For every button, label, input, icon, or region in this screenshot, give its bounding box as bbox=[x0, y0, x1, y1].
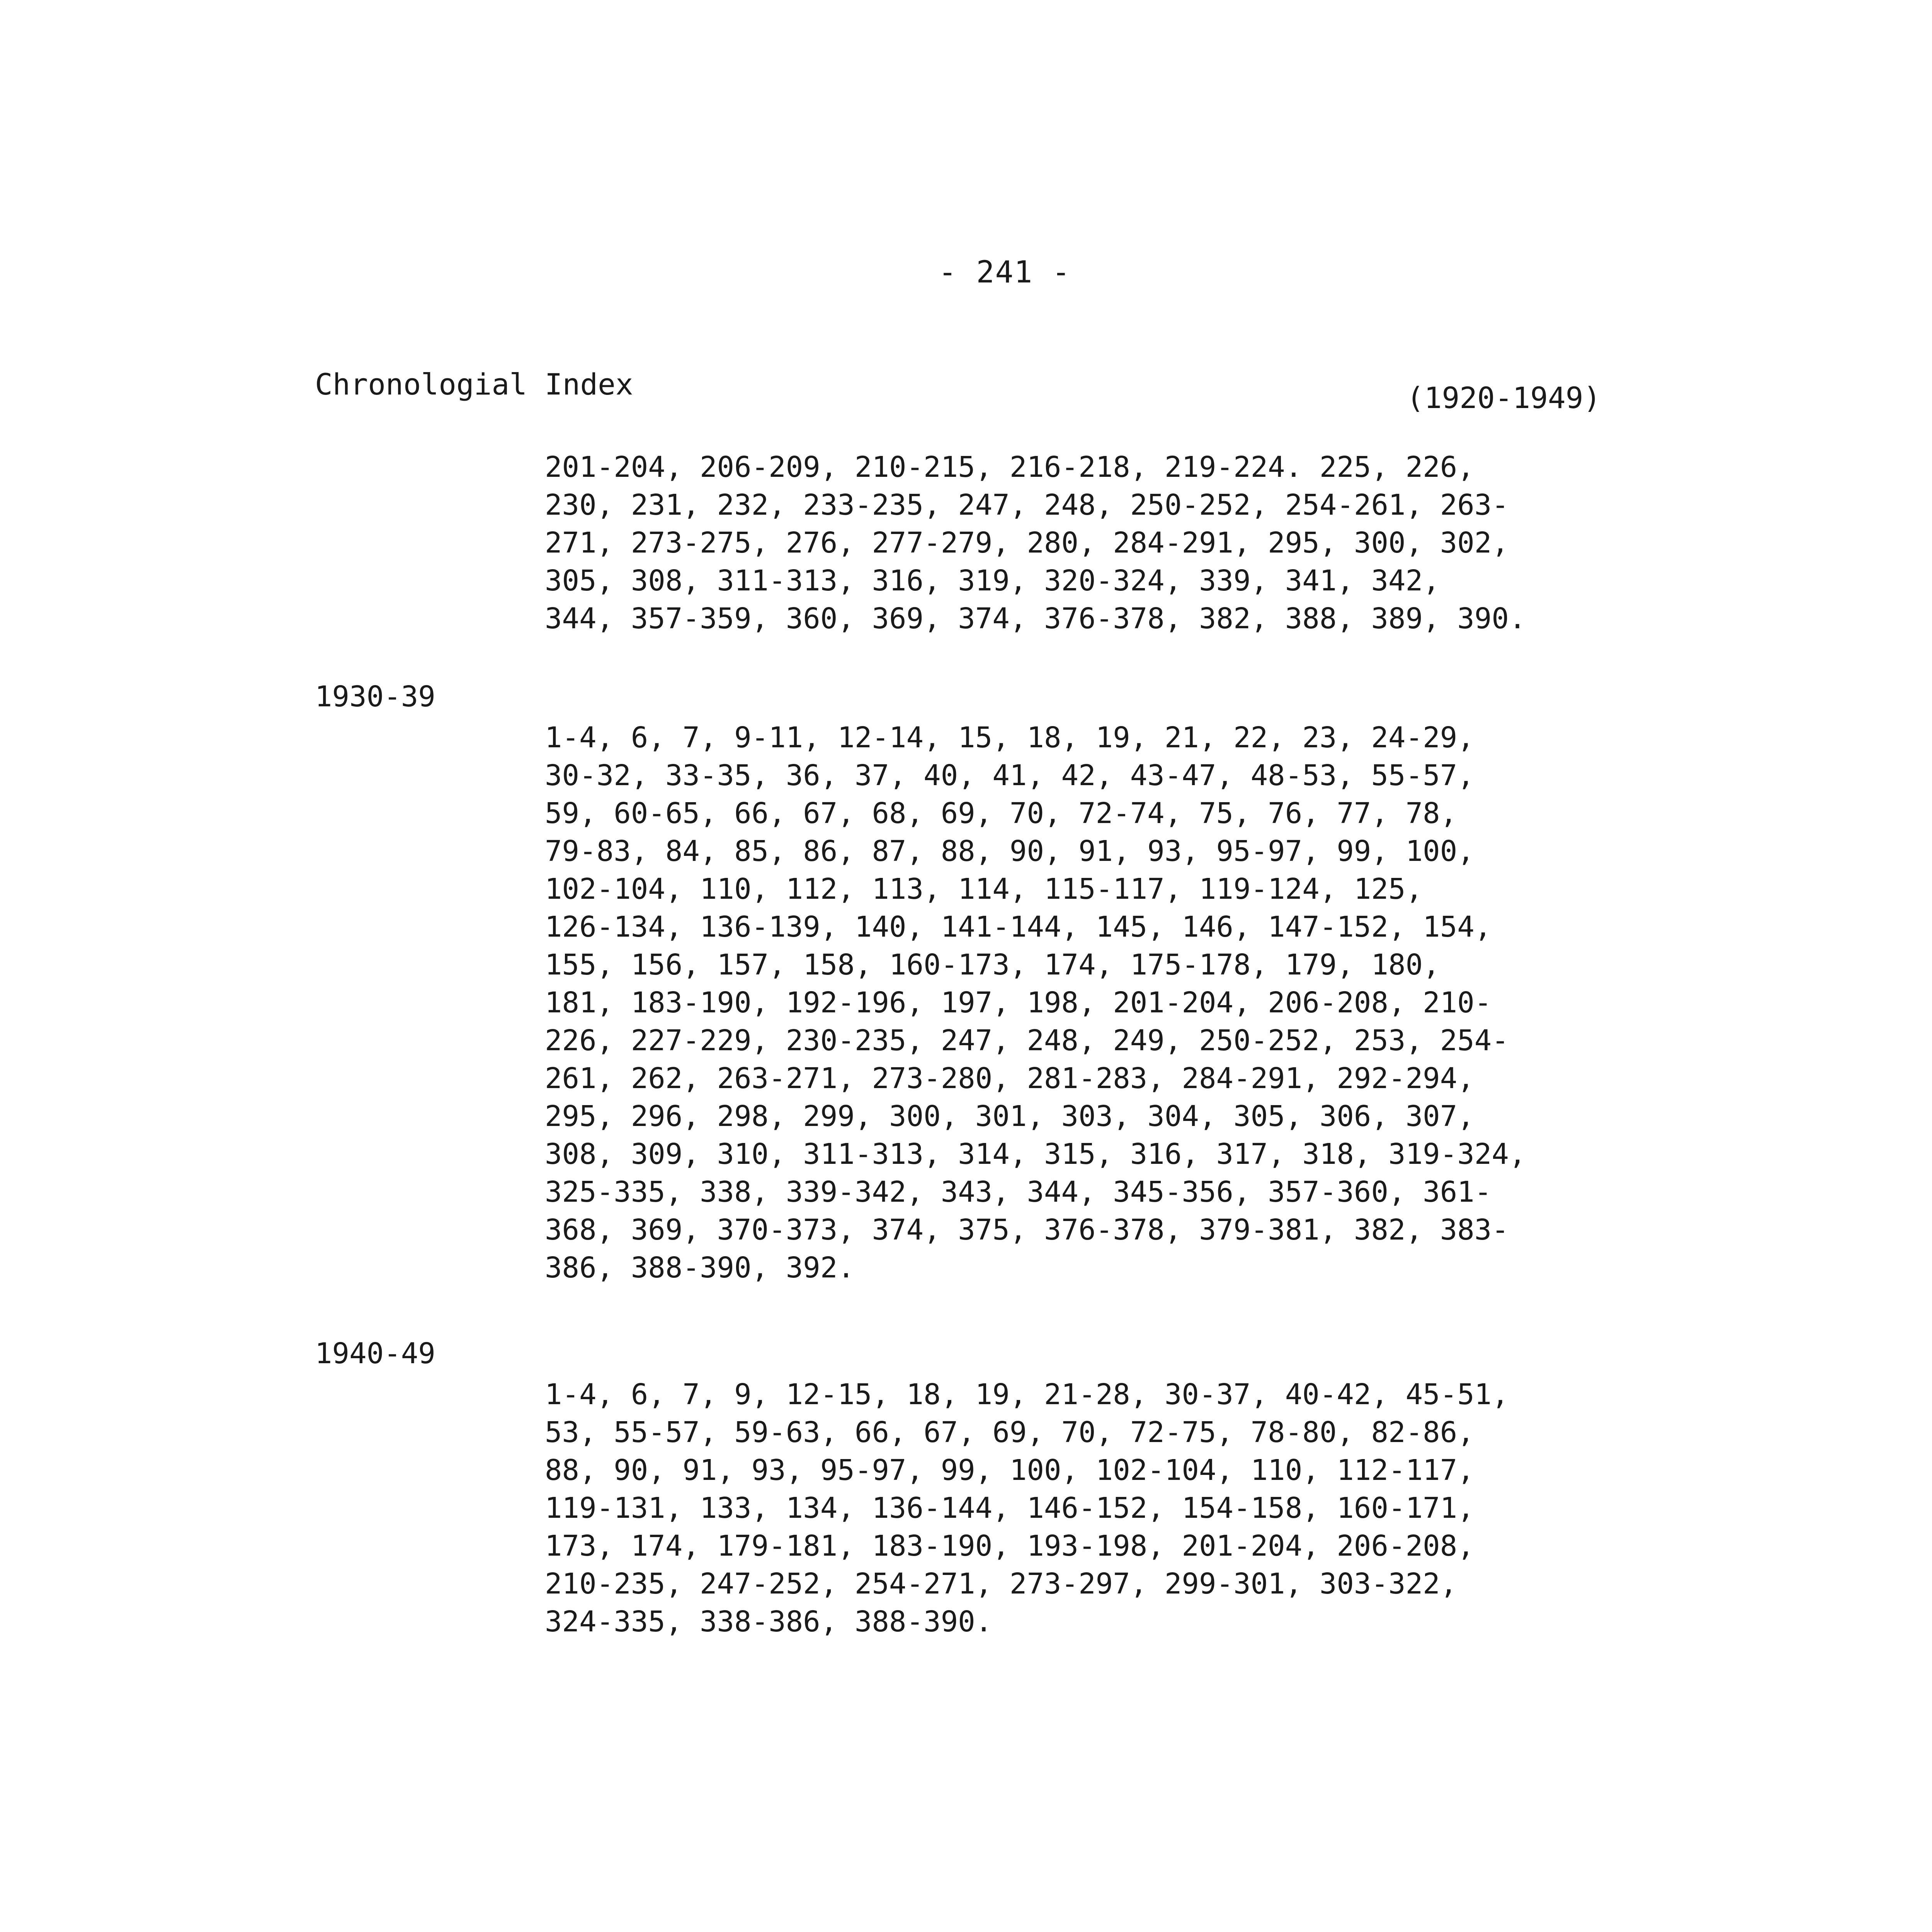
section-1920s-entries bbox=[545, 448, 1665, 638]
entry-line: 53, 55-57, 59-63, 66, 67, 69, 70, 72-75, 78-80, 82-86, bbox=[545, 1416, 1475, 1449]
entry-line: 230, 231, 232, 233-235, 247, 248, 250-252, 254-261, 263- bbox=[545, 488, 1509, 522]
section-1930s-entries bbox=[545, 719, 1665, 1287]
entry-line: 119-131, 133, 134, 136-144, 146-152, 154-158, 160-171, bbox=[545, 1492, 1475, 1525]
page-number: - 241 - bbox=[938, 255, 1071, 290]
entry-line: 308, 309, 310, 311-313, 314, 315, 316, 317, 318, 319-324, bbox=[545, 1138, 1526, 1171]
date-range: (1920-1949) bbox=[1406, 381, 1601, 415]
entry-line: 102-104, 110, 112, 113, 114, 115-117, 119-124, 125, bbox=[545, 872, 1423, 906]
entry-line: 325-335, 338, 339-342, 343, 344, 345-356, 357-360, 361- bbox=[545, 1175, 1492, 1209]
entry-line: 155, 156, 157, 158, 160-173, 174, 175-178, 179, 180, bbox=[545, 948, 1440, 981]
entry-line: 79-83, 84, 85, 86, 87, 88, 90, 91, 93, 95-97, 99, 100, bbox=[545, 835, 1475, 868]
entry-line: 173, 174, 179-181, 183-190, 193-198, 201-204, 206-208, bbox=[545, 1529, 1475, 1563]
entry-line: 59, 60-65, 66, 67, 68, 69, 70, 72-74, 75, 76, 77, 78, bbox=[545, 797, 1458, 830]
entry-line: 261, 262, 263-271, 273-280, 281-283, 284-291, 292-294, bbox=[545, 1062, 1475, 1095]
document-title: Chronologial Index bbox=[315, 367, 633, 401]
section-label-1940s: 1940-49 bbox=[315, 1337, 435, 1370]
section-label-1930s: 1930-39 bbox=[315, 680, 435, 713]
entry-line: 126-134, 136-139, 140, 141-144, 145, 146, 147-152, 154, bbox=[545, 910, 1492, 944]
entry-line: 271, 273-275, 276, 277-279, 280, 284-291, 295, 300, 302, bbox=[545, 526, 1509, 560]
entry-line: 1-4, 6, 7, 9-11, 12-14, 15, 18, 19, 21, 22, 23, 24-29, bbox=[545, 721, 1475, 754]
entry-line: 88, 90, 91, 93, 95-97, 99, 100, 102-104, 110, 112-117, bbox=[545, 1454, 1475, 1487]
entry-line: 30-32, 33-35, 36, 37, 40, 41, 42, 43-47, 48-53, 55-57, bbox=[545, 759, 1475, 792]
entry-line: 386, 388-390, 392. bbox=[545, 1251, 855, 1284]
entry-line: 181, 183-190, 192-196, 197, 198, 201-204, 206-208, 210- bbox=[545, 986, 1492, 1019]
entry-line: 210-235, 247-252, 254-271, 273-297, 299-301, 303-322, bbox=[545, 1567, 1458, 1600]
entry-line: 201-204, 206-209, 210-215, 216-218, 219-224. 225, 226, bbox=[545, 451, 1475, 484]
entry-line: 324-335, 338-386, 388-390. bbox=[545, 1605, 993, 1638]
entry-line: 1-4, 6, 7, 9, 12-15, 18, 19, 21-28, 30-37, 40-42, 45-51, bbox=[545, 1378, 1509, 1411]
entry-line: 226, 227-229, 230-235, 247, 248, 249, 250-252, 253, 254- bbox=[545, 1024, 1509, 1057]
entry-line: 344, 357-359, 360, 369, 374, 376-378, 382, 388, 389, 390. bbox=[545, 602, 1526, 635]
entry-line: 368, 369, 370-373, 374, 375, 376-378, 379-381, 382, 383- bbox=[545, 1213, 1509, 1247]
entry-line: 305, 308, 311-313, 316, 319, 320-324, 339, 341, 342, bbox=[545, 564, 1440, 597]
entry-line: 295, 296, 298, 299, 300, 301, 303, 304, 305, 306, 307, bbox=[545, 1100, 1475, 1133]
section-1940s-entries bbox=[545, 1376, 1665, 1641]
